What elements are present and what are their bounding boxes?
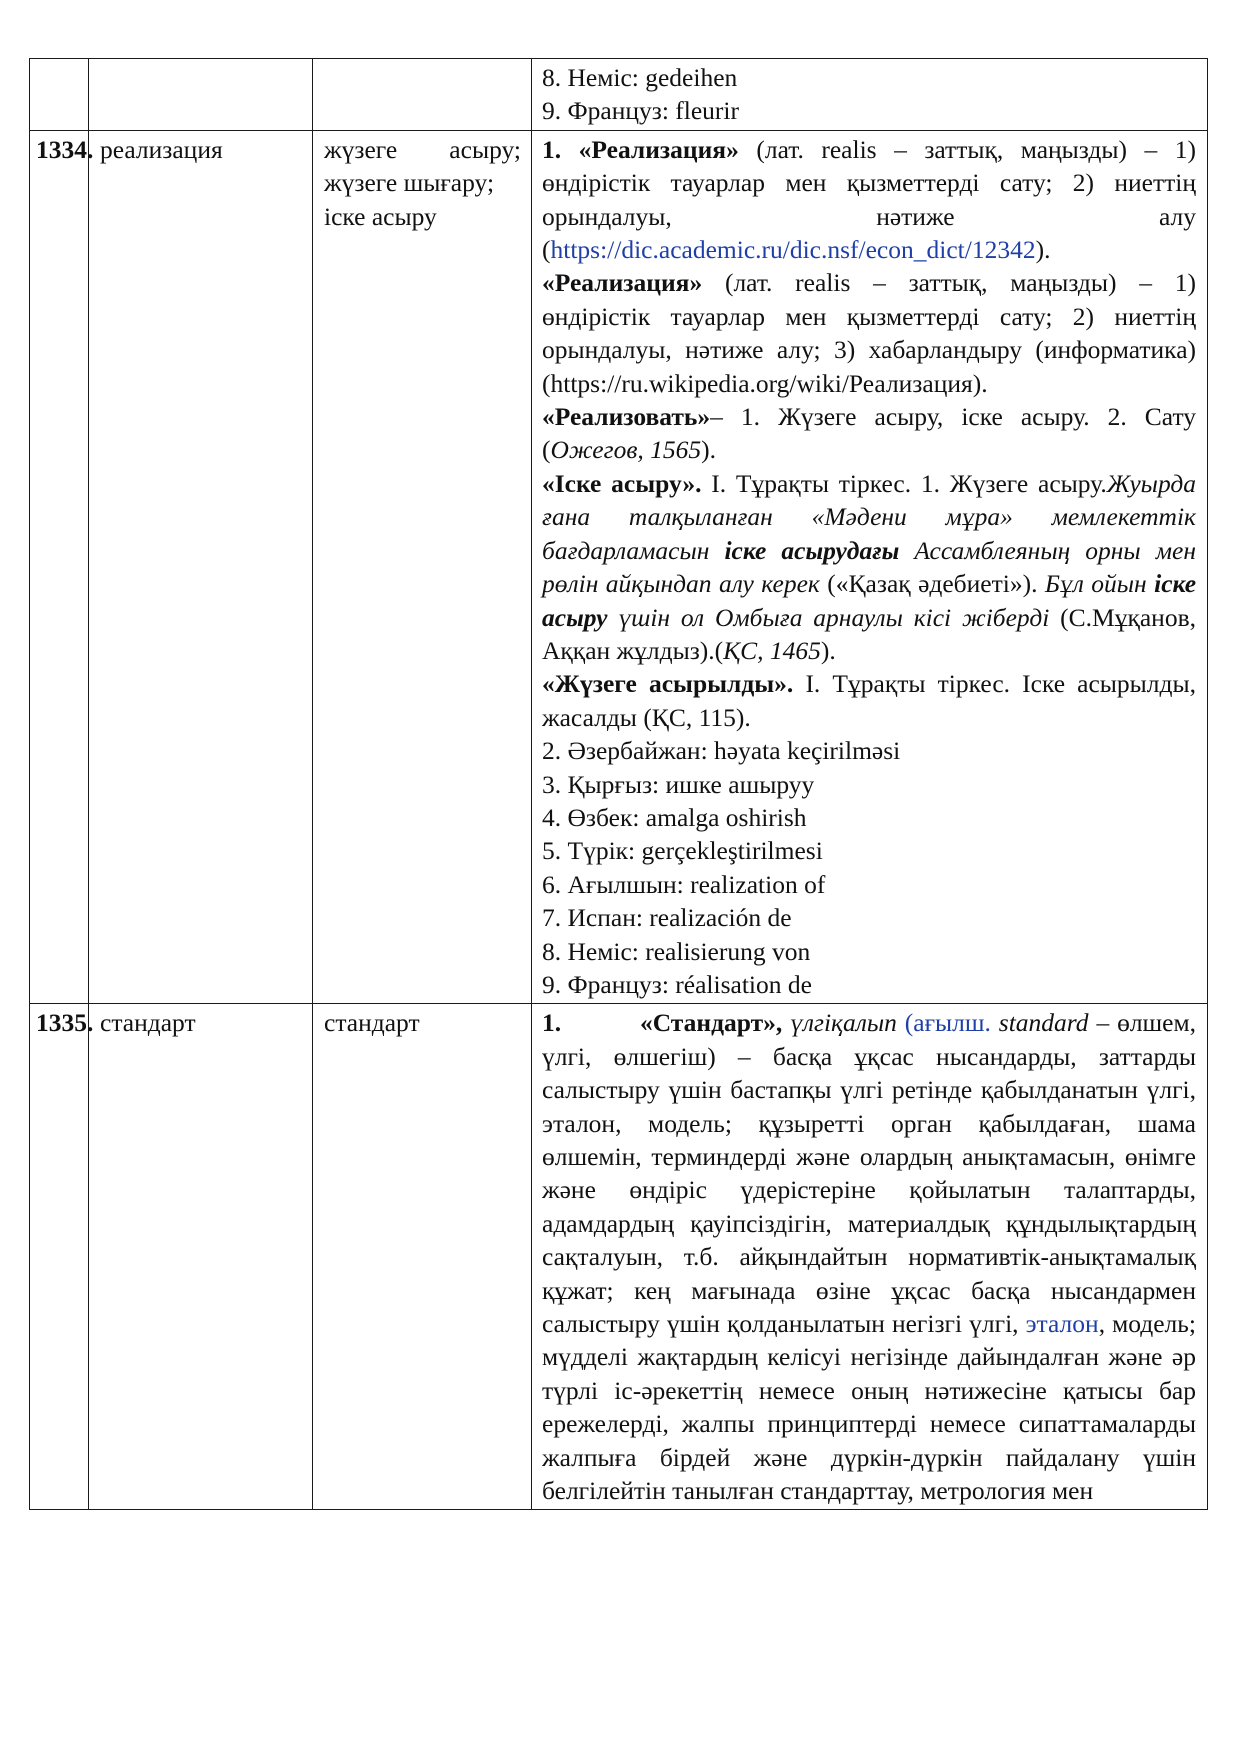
entry-definition — [532, 1004, 1208, 1510]
language-line: 2. Әзербайжан: həyata keçirilməsi — [542, 736, 901, 766]
language-abbrev[interactable]: ағылш. — [913, 1008, 991, 1038]
entry-term: реализация — [89, 130, 313, 1004]
example-highlight: іске асыру — [542, 569, 1197, 632]
entry-number: 1334. — [30, 130, 89, 1004]
definition-headword: «Стандарт», — [639, 1008, 783, 1038]
definition-number: 1. — [542, 1008, 562, 1038]
example-text: Жуырда ғана талқыланған «Мәдени мұра» мемлекеттік бағдарламасын — [542, 468, 1197, 565]
definition-4 — [542, 467, 1196, 667]
definition-1 — [542, 1006, 1196, 1507]
definition-text: (лат. realis – заттық, маңызды) – 1) өндірістік тауарлар мен қызметтерді сату; 2) ниеттің орындалуы, нәтиже алу; 3) хабарландыру (информатика) (https://ru.wikipedia.org/wiki/Реализация). — [542, 268, 1196, 398]
definition-text: – 1. Жүзеге асыру, іске асыру. 2. Сату ( — [542, 402, 1196, 465]
translation-line: жүзеге шығару; — [324, 168, 495, 198]
example-highlight: іске асырудағы — [724, 535, 900, 565]
entry-term: стандарт — [89, 1004, 313, 1510]
definition-text: І. Тұрақты тіркес. 1. Жүзеге асыру. — [711, 468, 1107, 498]
definition-5 — [542, 667, 1196, 734]
example-text: үшін ол Омбыға арнаулы кісі жіберді — [618, 602, 1050, 632]
language-line: 4. Өзбек: amalga oshirish — [542, 802, 807, 832]
definition-headword: «Реализация» — [542, 268, 703, 298]
punctuation: ). — [820, 635, 836, 665]
example-source: (С.Мұқанов, Аққан жұлдыз).( — [542, 602, 1196, 665]
source-reference: Ожегов, 1565 — [550, 435, 702, 465]
definition-3 — [542, 400, 1196, 467]
translation-line: жүзеге асыру; — [324, 134, 521, 164]
example-source: («Қазақ әдебиеті»). — [827, 569, 1038, 599]
source-word: standard — [998, 1008, 1089, 1038]
entry-number: 1335. — [30, 1004, 89, 1510]
table-row-continuation — [30, 59, 1208, 131]
table-row-1334 — [30, 130, 1208, 1004]
definition-text: , модель; мүдделі жақтардың келісуі негізінде дайындалған және әр түрлі іс-әрекеттің немесе оның нәтижесіне қатысы бар ережелерді, жалпы принциптерді немесе сипаттамаларды жалпыға бірдей және дүркін-дүркін пайдалану үшін белгілейтін танылған стандарттау, метрология мен — [542, 1309, 1196, 1506]
example-text: Бұл ойын — [1044, 569, 1147, 599]
language-line: 9. Француз: fleurir — [542, 96, 740, 126]
punctuation: ( — [904, 1008, 914, 1038]
definition-text: І. Тұрақты тіркес. Іске асырылды, жасалды (ҚС, 115). — [542, 669, 1197, 732]
definition-2 — [542, 266, 1196, 400]
translation-line: іске асыру — [324, 201, 437, 231]
entry-definition — [532, 130, 1208, 1004]
entry-translation — [313, 130, 532, 1004]
punctuation: ). — [701, 435, 717, 465]
table-row-1335 — [30, 1004, 1208, 1510]
dictionary-table — [29, 58, 1208, 1510]
language-line: 3. Қырғыз: ишке ашыруу — [542, 769, 815, 799]
punctuation: ). — [1035, 235, 1051, 265]
definition-headword: «Реализация» — [578, 134, 739, 164]
definition-headword: «Реализовать» — [542, 402, 711, 432]
source-reference: ҚС, 1465 — [723, 635, 821, 665]
definition-text: – өлшем, үлгі, өлшегіш) – басқа ұқсас нысандарды, заттарды салыстыру үшін бастапқы үлгі ретінде қабылданатын үлгі, эталон, модель; құзыретті орган қабылдаған, шама өлшемін, терминдерді және олардың анықтамасын, өнімге және өндіріс үдерістеріне қойылатын талаптарды, адамдардың қауіпсіздігін, материалдық құндылықтардың сақталуын, т.б. айқындайтын нормативтік-анықтамалық құжат; кең мағынада өзіне ұқсас басқа нысандармен салыстыру үшін қолданылатын негізгі үлгі, — [542, 1008, 1197, 1339]
language-line: 5. Түрік: gerçekleştirilmesi — [542, 836, 823, 866]
alt-term: үлгіқалып — [790, 1008, 897, 1038]
definition-headword: «Іске асыру». — [542, 468, 702, 498]
definition-number: 1. — [542, 134, 562, 164]
translation-cell — [313, 59, 532, 131]
source-link[interactable]: https://dic.academic.ru/dic.nsf/econ_dict/12342 — [550, 235, 1036, 265]
number-cell — [30, 59, 89, 131]
entry-translation: стандарт — [313, 1004, 532, 1510]
term-cell — [89, 59, 313, 131]
definition-text: (лат. realis – заттық, маңызды) – 1) өндірістік тауарлар мен қызметтерді сату; 2) ниеттің орындалуы, нәтиже алу — [542, 134, 1197, 231]
language-line: 9. Француз: réalisation de — [542, 969, 812, 999]
language-line: 8. Неміс: gedeihen — [542, 63, 738, 92]
etalon-link[interactable]: эталон — [1025, 1309, 1099, 1339]
example-text: Ассамблеяның орны мен рөлін айқындап алу керек — [542, 535, 1196, 599]
language-line: 6. Ағылшын: realization of — [542, 869, 826, 899]
definition-headword: «Жүзеге асырылды». — [542, 669, 794, 699]
language-line: 7. Испан: realización de — [542, 903, 792, 933]
definition-cell — [532, 59, 1208, 131]
language-line: 8. Неміс: realisierung von — [542, 936, 811, 966]
definition-1: 1. «Реализация» (лат. realis – заттық, маңызды) – 1) өндірістік тауарлар мен қызметтерді сату; 2) ниеттің орындалуы, нәтиже алу (https://dic.academic.ru/dic.nsf/econ_dict/12342). — [542, 134, 1197, 265]
